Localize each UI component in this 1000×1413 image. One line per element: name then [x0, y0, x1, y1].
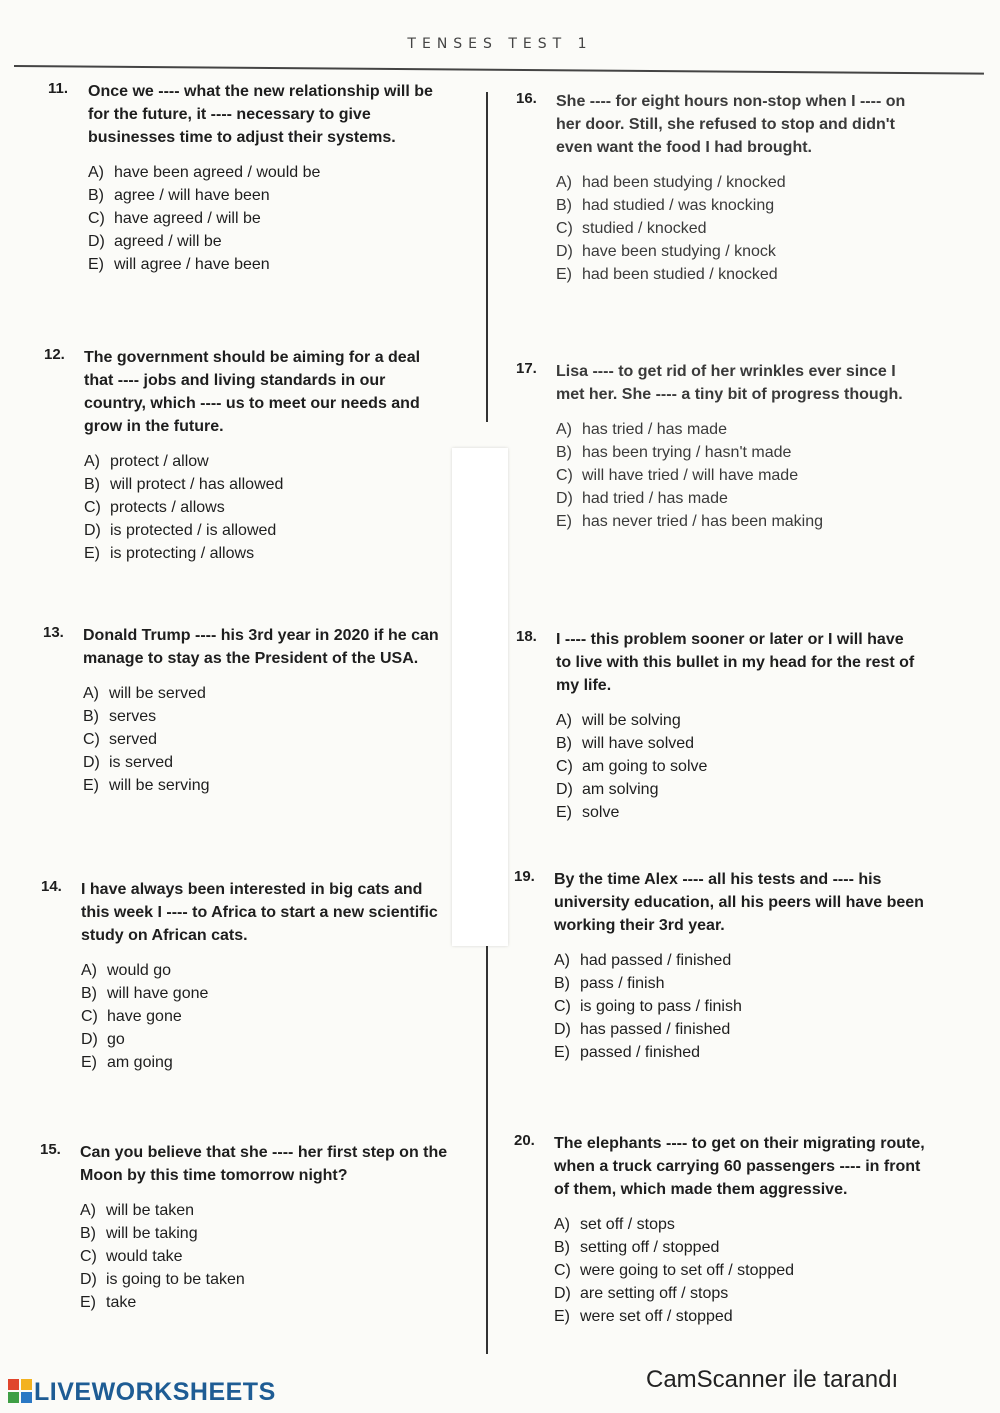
- option-letter: C): [83, 731, 100, 748]
- option-b[interactable]: [80, 1222, 460, 1245]
- option-text: set off / stops: [580, 1216, 675, 1233]
- option-text: were going to set off / stopped: [580, 1262, 795, 1279]
- option-letter: C): [81, 1008, 98, 1025]
- option-text: are setting off / stops: [580, 1285, 729, 1302]
- question-stem: The elephants ---- to get on their migrating route, when a truck carrying 60 passengers ---- in front of them, which made them aggressive.: [554, 1135, 925, 1198]
- option-text: will be taking: [106, 1225, 198, 1242]
- option-letter: D): [83, 754, 100, 771]
- option-text: setting off / stopped: [580, 1239, 720, 1256]
- option-e[interactable]: [554, 1305, 934, 1328]
- option-letter: B): [554, 975, 570, 992]
- option-letter: C): [556, 220, 573, 237]
- option-text: is served: [109, 754, 174, 771]
- option-b[interactable]: [88, 184, 468, 207]
- question-number: 20.: [514, 1132, 535, 1149]
- option-list: [554, 1213, 934, 1328]
- question-stem: Lisa ---- to get rid of her wrinkles ever since I met her. She ---- a tiny bit of progress though.: [556, 363, 903, 403]
- option-letter: E): [556, 266, 572, 283]
- option-text: will have solved: [582, 735, 695, 752]
- question-number: 17.: [516, 360, 537, 377]
- question-17: [516, 360, 936, 533]
- option-a[interactable]: [554, 1213, 934, 1236]
- question-stem: By the time Alex ---- all his tests and ---- his university education, all his peers will have been working their 3rd year.: [554, 871, 924, 934]
- option-letter: E): [556, 804, 572, 821]
- option-letter: E): [554, 1044, 570, 1061]
- option-e[interactable]: [88, 253, 468, 276]
- option-b[interactable]: [84, 473, 464, 496]
- option-d[interactable]: [81, 1028, 461, 1051]
- option-list: [556, 418, 936, 533]
- option-letter: A): [554, 1216, 570, 1233]
- column-divider-top: [486, 92, 488, 422]
- option-a[interactable]: [80, 1199, 460, 1222]
- question-number: 15.: [40, 1141, 61, 1158]
- option-text: had been studying / knocked: [582, 174, 786, 191]
- option-d[interactable]: [556, 240, 936, 263]
- option-e[interactable]: [554, 1041, 934, 1064]
- option-letter: E): [81, 1054, 97, 1071]
- option-c[interactable]: [554, 995, 934, 1018]
- option-text: protects / allows: [110, 499, 225, 516]
- option-b[interactable]: [83, 705, 463, 728]
- option-e[interactable]: [81, 1051, 461, 1074]
- option-text: will be taken: [106, 1202, 195, 1219]
- option-d[interactable]: [554, 1282, 934, 1305]
- option-text: is protected / is allowed: [110, 522, 277, 539]
- option-text: were set off / stopped: [580, 1308, 733, 1325]
- question-stem: The government should be aiming for a deal that ---- jobs and living standards in our country, which ---- us to meet our needs and grow in the future.: [84, 349, 421, 435]
- option-e[interactable]: [83, 774, 463, 797]
- option-letter: C): [88, 210, 105, 227]
- option-text: will have gone: [107, 985, 209, 1002]
- option-c[interactable]: [84, 496, 464, 519]
- option-letter: B): [556, 444, 572, 461]
- option-letter: B): [80, 1225, 96, 1242]
- option-text: have agreed / will be: [114, 210, 261, 227]
- option-letter: B): [81, 985, 97, 1002]
- option-b[interactable]: [556, 441, 936, 464]
- option-e[interactable]: [84, 542, 464, 565]
- option-letter: C): [554, 998, 571, 1015]
- option-c[interactable]: [554, 1259, 934, 1282]
- option-e[interactable]: [80, 1291, 460, 1314]
- option-letter: D): [80, 1271, 97, 1288]
- option-text: is going to be taken: [106, 1271, 245, 1288]
- option-text: pass / finish: [580, 975, 665, 992]
- option-text: have been agreed / would be: [114, 164, 321, 181]
- option-text: serves: [109, 708, 157, 725]
- question-20: [514, 1132, 934, 1328]
- option-letter: A): [556, 421, 572, 438]
- option-letter: D): [556, 490, 573, 507]
- option-text: will be served: [109, 685, 206, 702]
- option-c[interactable]: [83, 728, 463, 751]
- option-text: had tried / has made: [582, 490, 728, 507]
- option-letter: D): [554, 1285, 571, 1302]
- option-list: [554, 949, 934, 1064]
- option-text: am going: [107, 1054, 173, 1071]
- option-text: studied / knocked: [582, 220, 707, 237]
- question-stem: I ---- this problem sooner or later or I will have to live with this bullet in my head for the rest of my life.: [556, 631, 915, 694]
- option-letter: A): [556, 712, 572, 729]
- option-letter: A): [88, 164, 104, 181]
- option-letter: B): [556, 197, 572, 214]
- option-text: agree / will have been: [114, 187, 270, 204]
- option-a[interactable]: [84, 450, 464, 473]
- option-d[interactable]: [84, 519, 464, 542]
- question-18: [516, 628, 936, 824]
- option-c[interactable]: [88, 207, 468, 230]
- option-letter: B): [83, 708, 99, 725]
- question-14: [41, 878, 461, 1074]
- option-letter: D): [556, 243, 573, 260]
- option-text: has never tried / has been making: [582, 513, 824, 530]
- question-19: [514, 868, 934, 1064]
- option-text: solve: [582, 804, 620, 821]
- option-list: [556, 709, 936, 824]
- option-letter: E): [84, 545, 100, 562]
- option-letter: E): [554, 1308, 570, 1325]
- option-letter: D): [84, 522, 101, 539]
- option-list: [81, 959, 461, 1074]
- option-letter: D): [554, 1021, 571, 1038]
- test-title: TENSES TEST 1: [407, 36, 593, 52]
- option-text: is protecting / allows: [110, 545, 255, 562]
- option-letter: E): [83, 777, 99, 794]
- column-divider-bottom: [486, 946, 488, 1354]
- question-15: [40, 1141, 460, 1314]
- option-text: go: [107, 1031, 125, 1048]
- option-letter: A): [84, 453, 100, 470]
- option-text: had been studied / knocked: [582, 266, 778, 283]
- liveworksheets-logo-icon: [8, 1379, 32, 1403]
- option-letter: C): [556, 758, 573, 775]
- option-text: have gone: [107, 1008, 182, 1025]
- option-text: has tried / has made: [582, 421, 727, 438]
- option-d[interactable]: [88, 230, 468, 253]
- option-a[interactable]: [81, 959, 461, 982]
- option-letter: B): [84, 476, 100, 493]
- option-text: agreed / will be: [114, 233, 222, 250]
- option-c[interactable]: [556, 217, 936, 240]
- option-letter: C): [554, 1262, 571, 1279]
- option-c[interactable]: [556, 755, 936, 778]
- question-stem: Can you believe that she ---- her first step on the Moon by this time tomorrow night?: [80, 1144, 448, 1184]
- option-letter: A): [556, 174, 572, 191]
- option-list: [556, 171, 936, 286]
- question-11: [48, 80, 468, 276]
- option-letter: C): [80, 1248, 97, 1265]
- option-e[interactable]: [556, 263, 936, 286]
- option-letter: C): [84, 499, 101, 516]
- option-text: will protect / has allowed: [110, 476, 284, 493]
- option-text: served: [109, 731, 158, 748]
- question-16: [516, 90, 936, 286]
- option-list: [88, 161, 468, 276]
- option-letter: B): [554, 1239, 570, 1256]
- option-d[interactable]: [556, 778, 936, 801]
- option-letter: E): [556, 513, 572, 530]
- question-number: 14.: [41, 878, 62, 895]
- question-stem: She ---- for eight hours non-stop when I ---- on her door. Still, she refused to stop and didn't even want the food I had brought.: [556, 93, 906, 156]
- question-stem: Donald Trump ---- his 3rd year in 2020 if he can manage to stay as the President of the USA.: [83, 627, 439, 667]
- option-text: would take: [106, 1248, 183, 1265]
- option-e[interactable]: [556, 801, 936, 824]
- question-number: 13.: [43, 624, 64, 641]
- option-letter: E): [88, 256, 104, 273]
- option-d[interactable]: [80, 1268, 460, 1291]
- option-text: take: [106, 1294, 137, 1311]
- option-text: will have tried / will have made: [582, 467, 799, 484]
- question-stem: I have always been interested in big cats and this week I ---- to Africa to start a new scientific study on African cats.: [81, 881, 438, 944]
- option-a[interactable]: [554, 949, 934, 972]
- option-text: will be solving: [582, 712, 681, 729]
- option-c[interactable]: [556, 464, 936, 487]
- question-13: [43, 624, 463, 797]
- liveworksheets-logo[interactable]: [8, 1378, 276, 1407]
- option-text: has passed / finished: [580, 1021, 731, 1038]
- option-letter: D): [81, 1031, 98, 1048]
- option-letter: A): [554, 952, 570, 969]
- option-e[interactable]: [556, 510, 936, 533]
- option-letter: A): [81, 962, 97, 979]
- option-letter: D): [88, 233, 105, 250]
- option-a[interactable]: [88, 161, 468, 184]
- option-letter: D): [556, 781, 573, 798]
- option-a[interactable]: [556, 171, 936, 194]
- option-text: is going to pass / finish: [580, 998, 742, 1015]
- option-a[interactable]: [556, 709, 936, 732]
- question-12: [44, 346, 464, 565]
- option-list: [84, 450, 464, 565]
- option-letter: A): [83, 685, 99, 702]
- option-list: [80, 1199, 460, 1314]
- option-letter: B): [556, 735, 572, 752]
- option-d[interactable]: [554, 1018, 934, 1041]
- option-c[interactable]: [81, 1005, 461, 1028]
- option-c[interactable]: [80, 1245, 460, 1268]
- option-text: am solving: [582, 781, 659, 798]
- option-text: have been studying / knock: [582, 243, 776, 260]
- option-letter: C): [556, 467, 573, 484]
- camscanner-watermark: CamScanner ile tarandı: [646, 1366, 899, 1393]
- option-list: [83, 682, 463, 797]
- option-text: has been trying / hasn't made: [582, 444, 792, 461]
- option-letter: A): [80, 1202, 96, 1219]
- option-letter: E): [80, 1294, 96, 1311]
- option-b[interactable]: [554, 1236, 934, 1259]
- option-b[interactable]: [554, 972, 934, 995]
- option-a[interactable]: [83, 682, 463, 705]
- option-text: had passed / finished: [580, 952, 732, 969]
- option-text: protect / allow: [110, 453, 209, 470]
- logo-text: LIVEWORKSHEETS: [34, 1378, 276, 1406]
- option-d[interactable]: [556, 487, 936, 510]
- header-rule: [14, 65, 984, 75]
- option-text: passed / finished: [580, 1044, 701, 1061]
- question-stem: Once we ---- what the new relationship will be for the future, it ---- necessary to give businesses time to adjust their systems.: [88, 83, 433, 146]
- question-number: 16.: [516, 90, 537, 107]
- option-letter: B): [88, 187, 104, 204]
- option-text: will be serving: [109, 777, 210, 794]
- question-number: 12.: [44, 346, 65, 363]
- question-number: 11.: [48, 80, 69, 97]
- option-b[interactable]: [556, 732, 936, 755]
- option-text: will agree / have been: [114, 256, 270, 273]
- option-text: would go: [107, 962, 172, 979]
- option-text: had studied / was knocking: [582, 197, 775, 214]
- question-number: 18.: [516, 628, 537, 645]
- option-b[interactable]: [81, 982, 461, 1005]
- option-b[interactable]: [556, 194, 936, 217]
- option-a[interactable]: [556, 418, 936, 441]
- question-number: 19.: [514, 868, 535, 885]
- option-text: am going to solve: [582, 758, 708, 775]
- option-d[interactable]: [83, 751, 463, 774]
